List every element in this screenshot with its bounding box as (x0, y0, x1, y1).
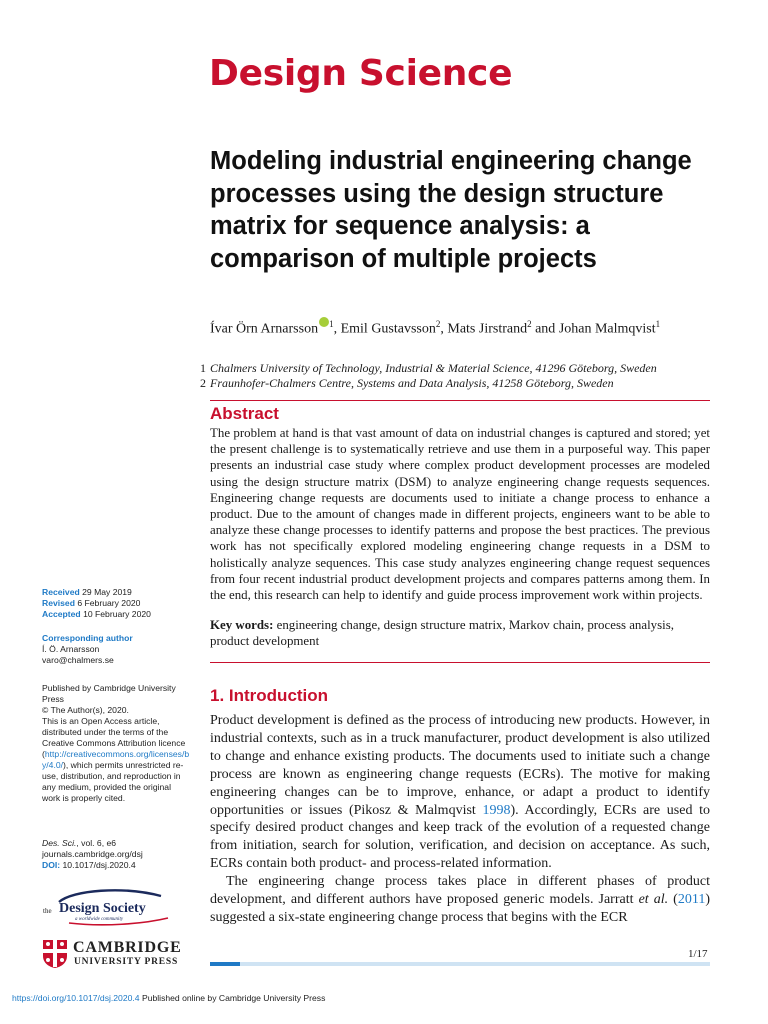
page-progress-bar (210, 962, 710, 966)
copyright-note: © The Author(s), 2020. (42, 705, 129, 715)
affiliation-item (200, 361, 720, 376)
author-separator: and (531, 321, 559, 337)
keywords-text: engineering change, design structure matrix, Markov chain, process analysis, product development (210, 618, 674, 649)
affil-sup: 2 (435, 319, 441, 329)
paragraph (210, 873, 710, 927)
design-society-tagline: a worldwide community (75, 917, 124, 922)
doi-value[interactable]: 10.1017/dsj.2020.4 (62, 860, 136, 870)
corresponding-author-email[interactable]: varo@chalmers.se (42, 655, 114, 665)
citation-journal: Des. Sci. (42, 838, 77, 848)
author-name[interactable]: Johan Malmqvist (558, 321, 656, 337)
orcid-icon[interactable] (319, 317, 329, 327)
cambridge-shield-icon (42, 939, 68, 969)
affiliation-text: Fraunhofer-Chalmers Centre, Systems and Data Analysis, 41258 Göteborg, Sweden (210, 376, 614, 390)
revised-date: 6 February 2020 (77, 598, 141, 608)
author-list (210, 317, 710, 339)
license-text-part: This is an Open Access article, distributed under the terms of the Creative Commons Attribution licence ( (42, 716, 186, 759)
author-name[interactable]: Mats Jirstrand (447, 321, 528, 337)
citation-block (42, 838, 192, 871)
paragraph-text: ). Accordingly, ECRs are used to specify desired product changes and keep track of the evolution of a requested change from initiation, search for solution, verification, and decision on acceptance. As such, ECRs contain both product- and process-related information. (210, 802, 710, 872)
keywords (210, 617, 710, 649)
paragraph (210, 712, 710, 873)
affil-sup: 2 (527, 319, 532, 329)
design-society-name: Design Society (59, 901, 146, 916)
license-text (42, 716, 190, 804)
footer-doi-link[interactable]: https://doi.org/10.1017/dsj.2020.4 (12, 993, 140, 1003)
license-text-part: ), which permits unrestricted re-use, distribution, and reproduction in any medium, provided the original work is properly cited. (42, 760, 184, 803)
received-label: Received (42, 587, 80, 597)
accepted-label: Accepted (42, 609, 81, 619)
abstract-bottom-rule (210, 662, 710, 663)
paragraph-text: ) suggested a six-state engineering change process that begins with the ECR (210, 892, 711, 925)
affil-sup: 1 (655, 319, 661, 329)
introduction-body (210, 712, 710, 927)
affiliation-number: 1 (200, 361, 206, 375)
license-block (42, 683, 190, 804)
cambridge-logo (42, 939, 202, 971)
abstract-top-rule (210, 400, 710, 401)
accepted-date: 10 February 2020 (83, 609, 151, 619)
affiliation-item (200, 376, 720, 391)
cambridge-press: UNIVERSITY PRESS (74, 957, 179, 967)
author-separator: , (333, 321, 341, 337)
cambridge-name: CAMBRIDGE (73, 939, 182, 956)
corresponding-author-name: Í. Ö. Arnarsson (42, 644, 100, 654)
publisher-note: Published by Cambridge University Press (42, 683, 176, 704)
doi-label: DOI: (42, 860, 61, 870)
paragraph-text: Product development is defined as the process of introducing new products. However, in industrial contexts, such as in a truck manufacturer, product development is also utilized to change and enhance existing products. The documents used to initiate such a change process are known as engineering change requests (ECRs). The motive for making engineering changes can be to improve, enhance, or adapt a product to identify opportunities or issues (Pikosz & Malmqvist (210, 713, 710, 818)
footer-published-online: Published online by Cambridge University Press (139, 993, 326, 1003)
paragraph-text: ( (668, 892, 678, 908)
corresponding-author-label: Corresponding author (42, 633, 133, 643)
abstract-heading: Abstract (210, 404, 279, 423)
design-society-the: the (43, 907, 52, 915)
section-heading-introduction: 1. Introduction (210, 686, 329, 705)
corresponding-author-block (42, 633, 192, 666)
article-title: Modeling industrial engineering change processes using the design structure matrix for sequence analysis: a comparison of multiple projects (210, 147, 692, 273)
citation-volume: , vol. 6, e6 (76, 838, 117, 848)
affiliation-text: Chalmers University of Technology, Industrial & Material Science, 41296 Göteborg, Sweden (210, 361, 657, 375)
keywords-label: Key words: (210, 618, 274, 632)
affil-sup: 1 (329, 319, 334, 329)
affiliations (200, 361, 720, 391)
license-link[interactable]: http://creativecommons.org/licenses/by/4.0/ (42, 749, 190, 770)
abstract-body: The problem at hand is that vast amount of data on industrial changes is captured and stored; yet the present challenge is to systematically retrieve and use them in a purposeful way. This paper presents an industrial case study where complex product development processes are modeled using the design structure matrix (DSM) to analyze engineering change requests sequences. Engineering change requests are documents used to initiate a change process to enhance a product. Due to the amount of changes made in different projects, engineers want to be able to analyze these change processes to identify patterns and propose the best practices. The previous work has not specifically explored modeling engineering change requests in a DSM to holistically analyze sequences. This case study analyzes engineering change request sequences from four recent industrial product development projects and compares patterns among them. In the end, this research can help to identify and guide process improvement work within projects. (210, 426, 710, 603)
revised-label: Revised (42, 598, 75, 608)
footer (12, 993, 325, 1003)
affiliation-number: 2 (200, 376, 206, 390)
citation-link[interactable]: 2011 (677, 892, 706, 908)
citation-link[interactable]: 1998 (482, 802, 511, 818)
author-separator: , (440, 321, 448, 337)
journal-title: Design Science (209, 53, 513, 94)
page-progress-fill (210, 962, 240, 966)
author-name[interactable]: Emil Gustavsson (340, 321, 436, 337)
dates-block (42, 587, 192, 620)
received-date: 29 May 2019 (82, 587, 132, 597)
paragraph-text: The engineering change process takes place in different phases of product development, and different authors have proposed generic models. Jarratt (210, 874, 710, 908)
italic-text: et al. (638, 892, 669, 908)
author-name[interactable]: Ívar Örn Arnarsson (210, 321, 319, 337)
page-number: 1/17 (688, 948, 708, 960)
design-society-logo (43, 888, 183, 928)
journal-url[interactable]: journals.cambridge.org/dsj (42, 849, 143, 859)
